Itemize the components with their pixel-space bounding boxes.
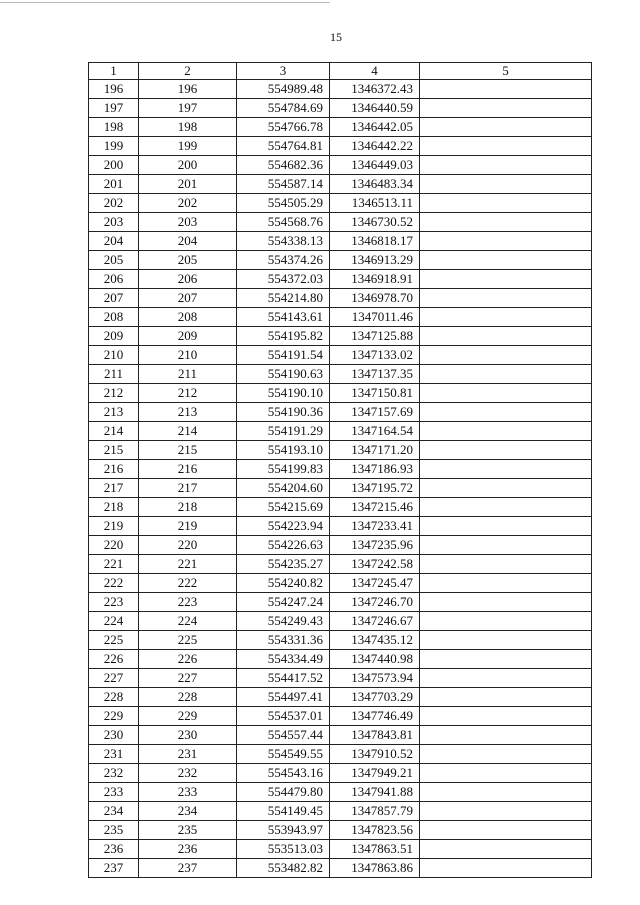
table-cell xyxy=(420,327,592,346)
table-cell: 1346372.43 xyxy=(330,80,420,99)
table-cell: 554497.41 xyxy=(237,688,330,707)
table-row xyxy=(89,498,592,517)
table-cell xyxy=(420,783,592,802)
table-row xyxy=(89,840,592,859)
table-row xyxy=(89,745,592,764)
table-cell: 554223.94 xyxy=(237,517,330,536)
table-row xyxy=(89,650,592,669)
table-cell: 222 xyxy=(89,574,139,593)
table-cell: 202 xyxy=(139,194,237,213)
table-cell: 554240.82 xyxy=(237,574,330,593)
table-cell: 554190.10 xyxy=(237,384,330,403)
table-cell: 227 xyxy=(139,669,237,688)
table-row xyxy=(89,365,592,384)
table-cell: 554334.49 xyxy=(237,650,330,669)
table-cell: 554557.44 xyxy=(237,726,330,745)
table-cell: 554587.14 xyxy=(237,175,330,194)
table-cell: 554247.24 xyxy=(237,593,330,612)
table-cell: 224 xyxy=(89,612,139,631)
table-cell: 1347949.21 xyxy=(330,764,420,783)
table-cell: 554191.29 xyxy=(237,422,330,441)
table-cell: 203 xyxy=(89,213,139,232)
table-cell xyxy=(420,270,592,289)
table-cell: 554537.01 xyxy=(237,707,330,726)
table-cell xyxy=(420,251,592,270)
table-cell xyxy=(420,289,592,308)
table-cell: 222 xyxy=(139,574,237,593)
table-cell xyxy=(420,631,592,650)
table-cell: 219 xyxy=(139,517,237,536)
table-cell: 1347137.35 xyxy=(330,365,420,384)
table-cell: 1347440.98 xyxy=(330,650,420,669)
table-row xyxy=(89,612,592,631)
table-cell xyxy=(420,175,592,194)
header-cell: 1 xyxy=(89,63,139,80)
table-cell: 227 xyxy=(89,669,139,688)
table-cell: 219 xyxy=(89,517,139,536)
table-cell: 1346442.22 xyxy=(330,137,420,156)
page-number: 15 xyxy=(330,30,342,44)
table-cell xyxy=(420,346,592,365)
table-cell: 220 xyxy=(89,536,139,555)
table-row xyxy=(89,555,592,574)
table-cell xyxy=(420,460,592,479)
table-cell: 1347157.69 xyxy=(330,403,420,422)
table-cell: 1347233.41 xyxy=(330,517,420,536)
table-row xyxy=(89,346,592,365)
table-row xyxy=(89,669,592,688)
table-cell xyxy=(420,99,592,118)
table-cell: 235 xyxy=(89,821,139,840)
table-cell: 1347910.52 xyxy=(330,745,420,764)
table-cell: 554338.13 xyxy=(237,232,330,251)
table-row xyxy=(89,251,592,270)
table-row xyxy=(89,764,592,783)
table-cell: 236 xyxy=(89,840,139,859)
table-cell: 554226.63 xyxy=(237,536,330,555)
header-cell: 3 xyxy=(237,63,330,80)
table-cell xyxy=(420,650,592,669)
table-cell: 215 xyxy=(139,441,237,460)
table-cell xyxy=(420,536,592,555)
table-cell: 237 xyxy=(139,859,237,878)
table-cell: 234 xyxy=(89,802,139,821)
table-cell: 204 xyxy=(139,232,237,251)
table-cell: 220 xyxy=(139,536,237,555)
table-cell: 1346730.52 xyxy=(330,213,420,232)
table-cell: 201 xyxy=(89,175,139,194)
table-cell: 197 xyxy=(139,99,237,118)
table-cell: 202 xyxy=(89,194,139,213)
table-cell xyxy=(420,802,592,821)
table-cell xyxy=(420,764,592,783)
table-cell: 554505.29 xyxy=(237,194,330,213)
table-cell: 205 xyxy=(89,251,139,270)
table-cell xyxy=(420,308,592,327)
table-cell: 228 xyxy=(139,688,237,707)
table-cell: 554193.10 xyxy=(237,441,330,460)
table-cell: 225 xyxy=(89,631,139,650)
table-cell: 223 xyxy=(89,593,139,612)
table-cell: 207 xyxy=(139,289,237,308)
table-row xyxy=(89,536,592,555)
table-cell: 554568.76 xyxy=(237,213,330,232)
table-row xyxy=(89,270,592,289)
table-cell: 235 xyxy=(139,821,237,840)
table-cell: 554372.03 xyxy=(237,270,330,289)
table-cell xyxy=(420,137,592,156)
table-cell: 1347195.72 xyxy=(330,479,420,498)
table-cell: 196 xyxy=(139,80,237,99)
table-row xyxy=(89,308,592,327)
table-row xyxy=(89,156,592,175)
table-cell: 213 xyxy=(139,403,237,422)
table-row xyxy=(89,859,592,878)
table-cell: 234 xyxy=(139,802,237,821)
table-cell: 1347703.29 xyxy=(330,688,420,707)
table-cell: 554214.80 xyxy=(237,289,330,308)
table-cell: 199 xyxy=(139,137,237,156)
table-cell xyxy=(420,688,592,707)
table-cell: 210 xyxy=(139,346,237,365)
table-cell: 211 xyxy=(139,365,237,384)
table-row xyxy=(89,574,592,593)
table-cell: 221 xyxy=(89,555,139,574)
table-cell: 221 xyxy=(139,555,237,574)
table-cell: 232 xyxy=(139,764,237,783)
table-cell: 1346442.05 xyxy=(330,118,420,137)
table-cell: 203 xyxy=(139,213,237,232)
table-cell: 1346978.70 xyxy=(330,289,420,308)
table-cell xyxy=(420,365,592,384)
table-cell: 554766.78 xyxy=(237,118,330,137)
table-cell: 200 xyxy=(89,156,139,175)
table-cell xyxy=(420,707,592,726)
table-cell: 210 xyxy=(89,346,139,365)
table-cell: 198 xyxy=(89,118,139,137)
table-row xyxy=(89,175,592,194)
table-cell: 1347245.47 xyxy=(330,574,420,593)
table-cell xyxy=(420,194,592,213)
table-cell: 237 xyxy=(89,859,139,878)
table-cell: 554191.54 xyxy=(237,346,330,365)
table-cell: 214 xyxy=(89,422,139,441)
table-cell xyxy=(420,441,592,460)
table-row xyxy=(89,460,592,479)
table-cell: 1346440.59 xyxy=(330,99,420,118)
table-cell: 1347242.58 xyxy=(330,555,420,574)
table-row xyxy=(89,213,592,232)
table-cell xyxy=(420,479,592,498)
table-cell xyxy=(420,859,592,878)
table-row xyxy=(89,99,592,118)
table-cell: 1347235.96 xyxy=(330,536,420,555)
table-cell: 230 xyxy=(89,726,139,745)
table-cell xyxy=(420,593,592,612)
table-cell: 206 xyxy=(139,270,237,289)
header-cell: 2 xyxy=(139,63,237,80)
table-cell: 229 xyxy=(89,707,139,726)
table-row xyxy=(89,593,592,612)
table-cell: 212 xyxy=(89,384,139,403)
table-cell: 1347823.56 xyxy=(330,821,420,840)
table-cell: 1347150.81 xyxy=(330,384,420,403)
table-row xyxy=(89,441,592,460)
table-cell: 554374.26 xyxy=(237,251,330,270)
table-cell xyxy=(420,80,592,99)
table-cell: 207 xyxy=(89,289,139,308)
table-cell: 553482.82 xyxy=(237,859,330,878)
table-cell: 211 xyxy=(89,365,139,384)
table-cell: 208 xyxy=(139,308,237,327)
table-cell: 223 xyxy=(139,593,237,612)
table-cell: 1347573.94 xyxy=(330,669,420,688)
table-cell: 1347186.93 xyxy=(330,460,420,479)
table-cell: 225 xyxy=(139,631,237,650)
table-cell xyxy=(420,821,592,840)
table-cell xyxy=(420,422,592,441)
table-cell xyxy=(420,156,592,175)
table-cell: 209 xyxy=(139,327,237,346)
table-cell: 554989.48 xyxy=(237,80,330,99)
table-cell: 206 xyxy=(89,270,139,289)
table-cell xyxy=(420,574,592,593)
table-cell xyxy=(420,555,592,574)
table-cell: 553943.97 xyxy=(237,821,330,840)
table-cell: 554549.55 xyxy=(237,745,330,764)
table-row xyxy=(89,726,592,745)
table-cell xyxy=(420,745,592,764)
table-cell: 1347843.81 xyxy=(330,726,420,745)
header-cell: 5 xyxy=(420,63,592,80)
table-cell: 212 xyxy=(139,384,237,403)
table-cell: 236 xyxy=(139,840,237,859)
table-cell: 554235.27 xyxy=(237,555,330,574)
table-row xyxy=(89,517,592,536)
table-cell: 198 xyxy=(139,118,237,137)
table-cell: 218 xyxy=(89,498,139,517)
table-cell: 232 xyxy=(89,764,139,783)
table-row xyxy=(89,631,592,650)
table-cell: 1347246.67 xyxy=(330,612,420,631)
table-cell: 554764.81 xyxy=(237,137,330,156)
table-row xyxy=(89,707,592,726)
table-row xyxy=(89,194,592,213)
table-row xyxy=(89,80,592,99)
table-cell: 208 xyxy=(89,308,139,327)
table-cell: 209 xyxy=(89,327,139,346)
table-cell: 1346818.17 xyxy=(330,232,420,251)
table-cell: 233 xyxy=(139,783,237,802)
table-cell: 226 xyxy=(89,650,139,669)
table-cell: 554543.16 xyxy=(237,764,330,783)
table-cell: 229 xyxy=(139,707,237,726)
table-cell: 554784.69 xyxy=(237,99,330,118)
table-row xyxy=(89,327,592,346)
table-cell: 1346918.91 xyxy=(330,270,420,289)
table-cell: 231 xyxy=(89,745,139,764)
table-cell xyxy=(420,403,592,422)
table-cell: 196 xyxy=(89,80,139,99)
table-header-row xyxy=(89,63,592,80)
header-cell: 4 xyxy=(330,63,420,80)
table-cell: 1347941.88 xyxy=(330,783,420,802)
table-cell: 554331.36 xyxy=(237,631,330,650)
table-cell: 215 xyxy=(89,441,139,460)
table-cell: 554204.60 xyxy=(237,479,330,498)
table-row xyxy=(89,821,592,840)
table-cell: 213 xyxy=(89,403,139,422)
table-cell xyxy=(420,840,592,859)
table-cell: 554190.36 xyxy=(237,403,330,422)
table-cell: 226 xyxy=(139,650,237,669)
table-row xyxy=(89,289,592,308)
table-cell: 1346513.11 xyxy=(330,194,420,213)
table-cell: 554190.63 xyxy=(237,365,330,384)
table-cell: 1347171.20 xyxy=(330,441,420,460)
table-cell: 554682.36 xyxy=(237,156,330,175)
table-cell: 554143.61 xyxy=(237,308,330,327)
table-cell: 1346483.34 xyxy=(330,175,420,194)
table-row xyxy=(89,479,592,498)
table-cell: 228 xyxy=(89,688,139,707)
table-cell: 1346913.29 xyxy=(330,251,420,270)
table-row xyxy=(89,118,592,137)
table-row xyxy=(89,422,592,441)
table-row xyxy=(89,384,592,403)
table-cell: 554249.43 xyxy=(237,612,330,631)
table-cell xyxy=(420,669,592,688)
table-cell: 1347246.70 xyxy=(330,593,420,612)
table-cell: 554417.52 xyxy=(237,669,330,688)
table-cell: 216 xyxy=(89,460,139,479)
table-cell: 1347746.49 xyxy=(330,707,420,726)
table-cell: 205 xyxy=(139,251,237,270)
table-cell: 554149.45 xyxy=(237,802,330,821)
scan-edge-line xyxy=(0,2,330,3)
table-cell: 553513.03 xyxy=(237,840,330,859)
table-cell xyxy=(420,232,592,251)
table-cell xyxy=(420,384,592,403)
table-cell: 1347435.12 xyxy=(330,631,420,650)
table-cell: 1347125.88 xyxy=(330,327,420,346)
table-cell: 554195.82 xyxy=(237,327,330,346)
table-cell: 1347133.02 xyxy=(330,346,420,365)
table-cell xyxy=(420,517,592,536)
table-cell: 554215.69 xyxy=(237,498,330,517)
table-cell: 224 xyxy=(139,612,237,631)
table-cell: 233 xyxy=(89,783,139,802)
table-cell: 199 xyxy=(89,137,139,156)
table-cell: 231 xyxy=(139,745,237,764)
table-cell: 201 xyxy=(139,175,237,194)
table-row xyxy=(89,783,592,802)
table-cell: 554199.83 xyxy=(237,460,330,479)
table-cell: 1347164.54 xyxy=(330,422,420,441)
table-cell xyxy=(420,118,592,137)
table-row xyxy=(89,403,592,422)
table-cell: 217 xyxy=(139,479,237,498)
table-cell: 204 xyxy=(89,232,139,251)
table-row xyxy=(89,802,592,821)
table-cell: 216 xyxy=(139,460,237,479)
table-cell: 1347863.86 xyxy=(330,859,420,878)
table-cell: 197 xyxy=(89,99,139,118)
table-cell xyxy=(420,612,592,631)
table-row xyxy=(89,688,592,707)
table-cell: 1347215.46 xyxy=(330,498,420,517)
table-row xyxy=(89,137,592,156)
table-cell xyxy=(420,498,592,517)
table-cell: 1346449.03 xyxy=(330,156,420,175)
table-cell: 1347011.46 xyxy=(330,308,420,327)
coordinates-table xyxy=(88,62,592,878)
table-cell: 554479.80 xyxy=(237,783,330,802)
table-cell: 1347857.79 xyxy=(330,802,420,821)
table-cell xyxy=(420,726,592,745)
table-cell: 218 xyxy=(139,498,237,517)
table-cell xyxy=(420,213,592,232)
table-cell: 1347863.51 xyxy=(330,840,420,859)
table-cell: 230 xyxy=(139,726,237,745)
table-cell: 200 xyxy=(139,156,237,175)
table-cell: 214 xyxy=(139,422,237,441)
table-cell: 217 xyxy=(89,479,139,498)
table-row xyxy=(89,232,592,251)
